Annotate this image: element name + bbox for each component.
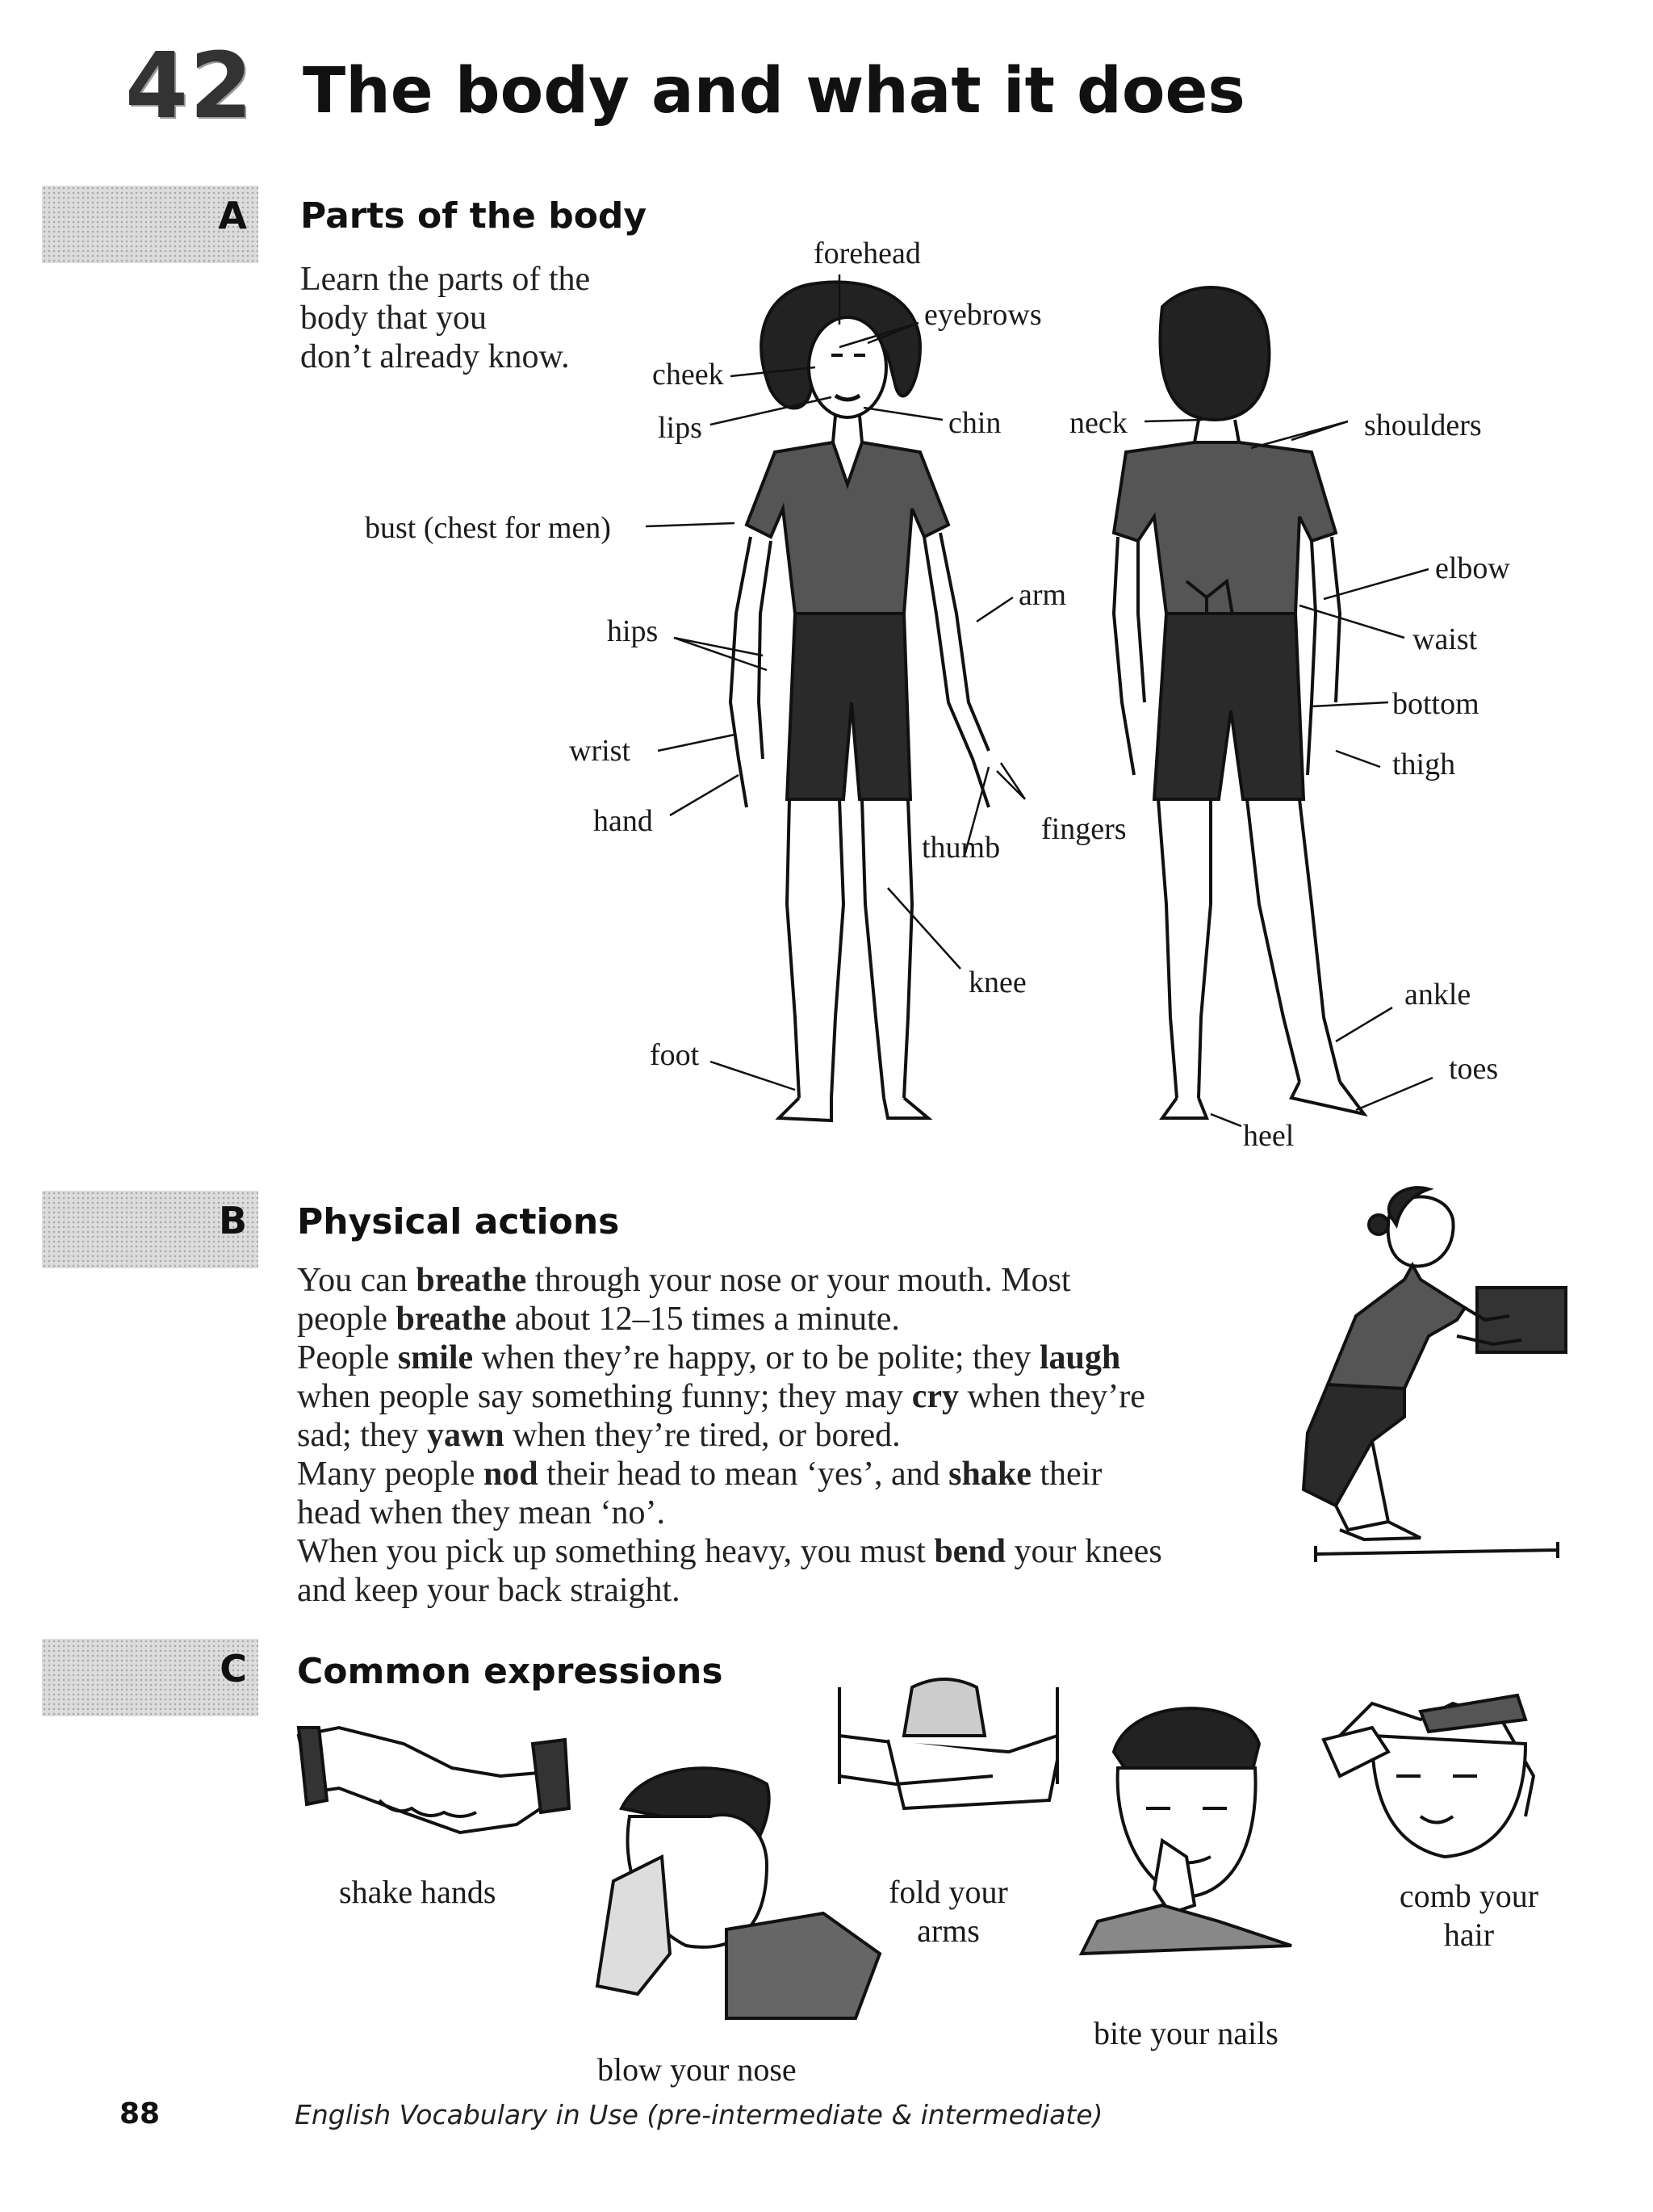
keyword: nod [483,1456,538,1493]
keyword: cry [911,1378,959,1415]
label-thumb: thumb [922,831,1001,865]
intro-line: body that you [300,300,487,337]
label-lips: lips [658,411,702,445]
label-hand: hand [593,804,653,838]
page-number: 88 [119,2097,161,2130]
text-run: about 12–15 times a minute. [506,1301,900,1338]
label-knee: knee [969,966,1027,999]
intro-line: don’t already know. [300,338,570,375]
comb-hair-illustration [1324,1695,1534,1857]
section-b-heading: Physical actions [297,1201,620,1242]
intro-line: Learn the parts of the [300,261,591,298]
keyword: bend [934,1533,1006,1570]
text-run: head when they mean ‘no’. [297,1494,665,1531]
text-run: their [1031,1456,1103,1493]
label-chin: chin [948,406,1002,440]
text-run: your knees [1006,1533,1162,1570]
text-run: and keep your back straight. [297,1572,680,1609]
label-forehead: forehead [814,237,921,270]
unit-title: The body and what it does [303,55,1245,128]
caption-bite-nails: bite your nails [1094,2015,1278,2051]
caption-fold-arms [876,1873,1021,1950]
text-run: through your nose or your mouth. Most [526,1262,1071,1299]
caption-shake-hands: shake hands [339,1874,496,1910]
label-shoulders: shoulders [1364,408,1482,442]
caption-line: comb your [1399,1878,1539,1914]
keyword: breathe [416,1262,527,1299]
blow-nose-illustration [597,1768,880,2018]
keyword: shake [948,1456,1032,1493]
book-title-footer: English Vocabulary in Use (pre-intermediate & intermediate) [295,2099,1103,2130]
text-run: When you pick up something heavy, you must [297,1533,935,1570]
text-run: when they’re happy, or to be polite; they [473,1339,1040,1376]
label-cheek: cheek [652,358,724,392]
text-run: People [297,1339,398,1376]
label-fingers: fingers [1041,812,1127,846]
text-run: You can [297,1262,416,1299]
label-heel: heel [1243,1119,1295,1153]
caption-line: fold your [889,1874,1008,1910]
label-arm: arm [1019,578,1067,612]
label-wrist: wrist [569,734,630,768]
text-run: when they’re tired, or bored. [504,1417,901,1454]
fold-arms-illustration [839,1679,1057,1808]
section-c-letter: C [220,1647,247,1690]
label-elbow: elbow [1435,551,1510,585]
section-a-heading: Parts of the body [300,195,647,237]
label-waist: waist [1412,622,1478,656]
keyword: smile [397,1339,474,1376]
text-run: Many people [297,1456,483,1493]
section-b-letter: B [218,1199,247,1242]
label-ankle: ankle [1404,978,1471,1012]
unit-number: 42 [125,34,254,139]
text-run: when they’re [958,1378,1145,1415]
label-toes: toes [1449,1052,1499,1086]
text-run: when people say something funny; they may [297,1378,912,1415]
caption-blow-nose: blow your nose [597,2051,797,2088]
section-a-letter: A [218,194,247,237]
text-run: people [297,1301,396,1338]
label-neck: neck [1069,406,1128,440]
bite-nails-illustration [1082,1708,1291,1954]
keyword: yawn [426,1417,504,1454]
label-thigh: thigh [1392,748,1456,781]
caption-comb-hair [1388,1877,1550,1954]
keyword: breathe [395,1301,507,1338]
text-run: their head to mean ‘yes’, and [538,1456,949,1493]
label-hips: hips [607,614,659,648]
text-run: sad; they [297,1417,427,1454]
label-bottom: bottom [1392,687,1479,721]
label-bust: bust (chest for men) [365,511,611,545]
shake-hands-illustration [299,1728,569,1833]
label-eyebrows: eyebrows [924,298,1042,332]
section-c-heading: Common expressions [297,1651,723,1692]
caption-line: arms [917,1912,980,1949]
label-foot: foot [650,1038,700,1072]
caption-line: hair [1443,1917,1495,1953]
keyword: laugh [1039,1339,1121,1376]
